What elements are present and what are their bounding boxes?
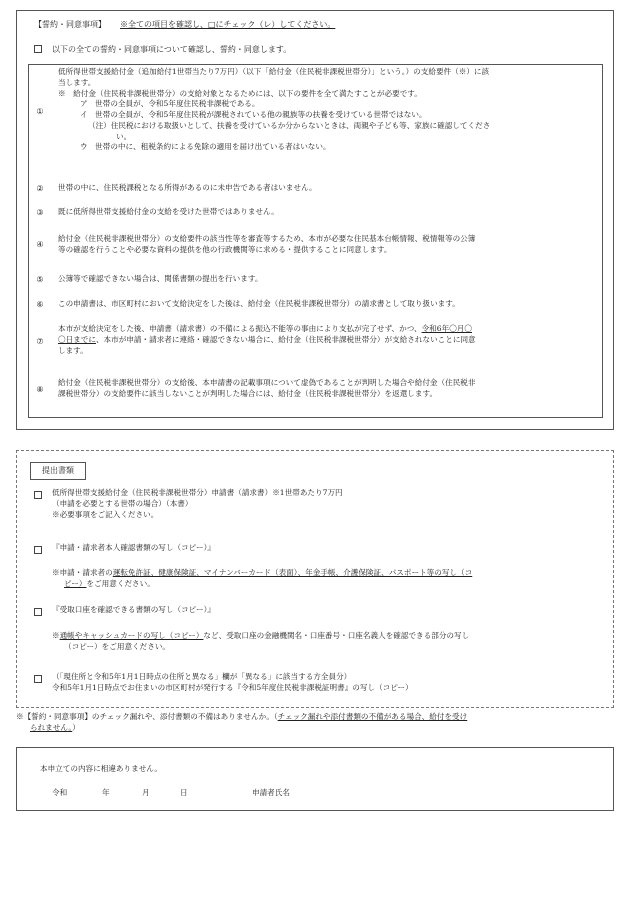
doc-1-condition: （申請を必要とする世帯の場合）（本書） <box>52 498 193 508</box>
doc-3-note-text: （コピー）をご用意ください。 <box>64 641 171 651</box>
doc-1 <box>52 488 607 520</box>
consent-header <box>34 19 335 30</box>
doc-4 <box>52 672 607 694</box>
doc-3-checkbox[interactable] <box>34 608 52 619</box>
warning-text: ） <box>72 722 80 732</box>
item-2-text: 世帯の中に、住民税課税となる所得があるのに未申告である者はいません。 <box>58 183 317 192</box>
item-1-line: 低所得世帯支援給付金（追加給付1世帯当たり7万円）（以下「給付金（住民税非課税世帯分）」という。）の支給要件（※）に該 <box>58 67 490 76</box>
item-5-text: 公簿等で確認できない場合は、関係書類の提出を行います。 <box>58 274 263 283</box>
item-4-line: 給付金（住民税非課税世帯分）の支給要件の該当性等を審査等するため、本市が必要な住民基本台帳情報、税情報等の公簿 <box>58 234 476 243</box>
doc-2-title: 『申請・請求者本人確認書類の写し（コピー）』 <box>52 543 215 552</box>
item-4-number: ④ <box>36 240 44 249</box>
item-7-number: ⑦ <box>36 337 44 346</box>
item-1-condition-c: ウ 世帯の中に、租税条約による免除の適用を届け出ている者はいない。 <box>80 142 331 152</box>
item-7-deadline-cont: 〇日までに <box>58 334 96 344</box>
doc-2-id-list: 運転免許証、健康保険証、マイナンバーカード（表面）、年金手帳、介護保険証、パスポート等の写し（コ <box>112 568 473 577</box>
declaration-text: 本申立ての内容に相違ありません。 <box>40 764 162 773</box>
item-7-text: します。 <box>58 345 88 355</box>
item-6-text: この申請書は、市区町村において支給決定をした後は、給付金（住民税非課税世帯分）の請求書として取り扱います。 <box>58 299 460 308</box>
agree-all-row[interactable] <box>34 44 291 55</box>
doc-2-note <box>52 568 607 590</box>
item-6-number: ⑥ <box>36 300 44 309</box>
item-1 <box>58 67 596 153</box>
item-5-number: ⑤ <box>36 275 44 284</box>
date-year-label: 年 <box>102 788 110 797</box>
doc-4-title: 令和5年1月1日時点でお住まいの市区町村が発行する『令和5年度住民税非課税証明書』の写し（コピー） <box>52 682 413 692</box>
item-4-line: 等の確認を行うことや必要な資料の提供を他の行政機関等に求める・提供することに同意します。 <box>58 244 392 254</box>
doc-1-title: 低所得世帯支援給付金（住民税非課税世帯分）申請書（請求書）※1世帯あたり7万円 <box>52 488 343 497</box>
doc-1-note: ※必要事項をご記入ください。 <box>52 509 159 519</box>
doc-3-note-text: ※ <box>52 631 60 640</box>
date-month-label: 月 <box>142 788 150 797</box>
date-day-label: 日 <box>180 788 188 797</box>
documents-label: 提出書類 <box>30 462 86 480</box>
doc-3-title: 『受取口座を確認できる書類の写し（コピー）』 <box>52 605 215 614</box>
item-7 <box>58 324 596 356</box>
consent-heading: 【誓約・同意事項】 <box>34 20 106 29</box>
item-3-number: ③ <box>36 208 44 217</box>
doc-2-note-text: をご用意ください。 <box>86 578 155 588</box>
item-4 <box>58 234 596 256</box>
item-1-note: ※ 給付金（住民税非課税世帯分）の支給対象となるためには、以下の要件を全て満たすことが必要です。 <box>58 88 422 98</box>
item-7-text: 、本市が申請・請求者に連絡・確認できない場合に、給付金（住民税非課税世帯分）が支給されないことに同意 <box>95 334 476 344</box>
applicant-name-label: 申請者氏名 <box>252 788 290 797</box>
item-1-remark-cont: い。 <box>116 131 132 141</box>
item-8-line: 給付金（住民税非課税世帯分）の支給後、本申請書の記載事項について虚偽であることが判明した場合や給付金（住民税非 <box>58 378 476 387</box>
item-2-number: ② <box>36 184 44 193</box>
checklist-warning <box>16 712 620 734</box>
warning-consequence-cont: られません。 <box>30 722 73 732</box>
doc-4-checkbox[interactable] <box>34 675 52 686</box>
doc-2-id-list-cont: ピー） <box>64 578 87 588</box>
item-1-remark: （注）住民税における取扱いとして、扶養を受けているか分からないときは、両親や子ども等、家族に確認してくださ <box>88 120 491 130</box>
agree-all-checkbox[interactable] <box>34 45 42 53</box>
doc-2-note-text: ※申請・請求者の <box>52 568 113 577</box>
doc-4-condition: （「現住所と令和5年1月1日時点の住所と異なる」欄が「異なる」に該当する方全員分） <box>52 672 352 681</box>
item-1-number: ① <box>36 107 44 116</box>
warning-consequence: チェック漏れや添付書類の不備がある場合、給付を受け <box>277 712 468 721</box>
item-1-line: 当します。 <box>58 77 96 87</box>
item-1-condition-a: ア 世帯の全員が、令和5年度住民税非課税である。 <box>80 99 260 109</box>
item-7-text: 本市が支給決定をした後、申請書（請求書）の不備による振込不能等の事由により支払が完了せず、かつ、 <box>58 324 422 333</box>
doc-3-bank-docs: 通帳やキャッシュカードの写し（コピー） <box>59 631 204 640</box>
declaration-section <box>16 747 614 811</box>
doc-1-checkbox[interactable] <box>34 491 52 502</box>
agree-all-label: 以下の全ての誓約・同意事項について確認し、誓約・同意します。 <box>52 45 292 54</box>
item-8 <box>58 378 596 400</box>
doc-2-checkbox[interactable] <box>34 546 52 557</box>
date-era: 令和 <box>52 788 68 797</box>
item-7-deadline: 令和6年〇月〇 <box>421 324 472 333</box>
doc-3-note-text: など、受取口座の金融機関名・口座番号・口座名義人を確認できる部分の写し <box>203 631 470 640</box>
doc-3-note <box>52 631 607 653</box>
item-8-line: 課税世帯分）の支給要件に該当しないことが判明した場合には、給付金（住民税非課税世帯分）を返還します。 <box>58 388 438 398</box>
item-3-text: 既に低所得世帯支援給付金の支給を受けた世帯ではありません。 <box>58 207 279 216</box>
item-1-condition-b: イ 世帯の全員が、令和5年度住民税が課税されている他の親族等の扶養を受けている世帯ではない。 <box>80 110 427 120</box>
item-8-number: ⑧ <box>36 385 44 394</box>
warning-text: ※【誓約・同意事項】のチェック漏れや、添付書類の不備はありませんか。（ <box>16 712 278 721</box>
consent-instruction: ※全ての項目を確認し、□にチェック（レ）してください。 <box>120 20 336 29</box>
